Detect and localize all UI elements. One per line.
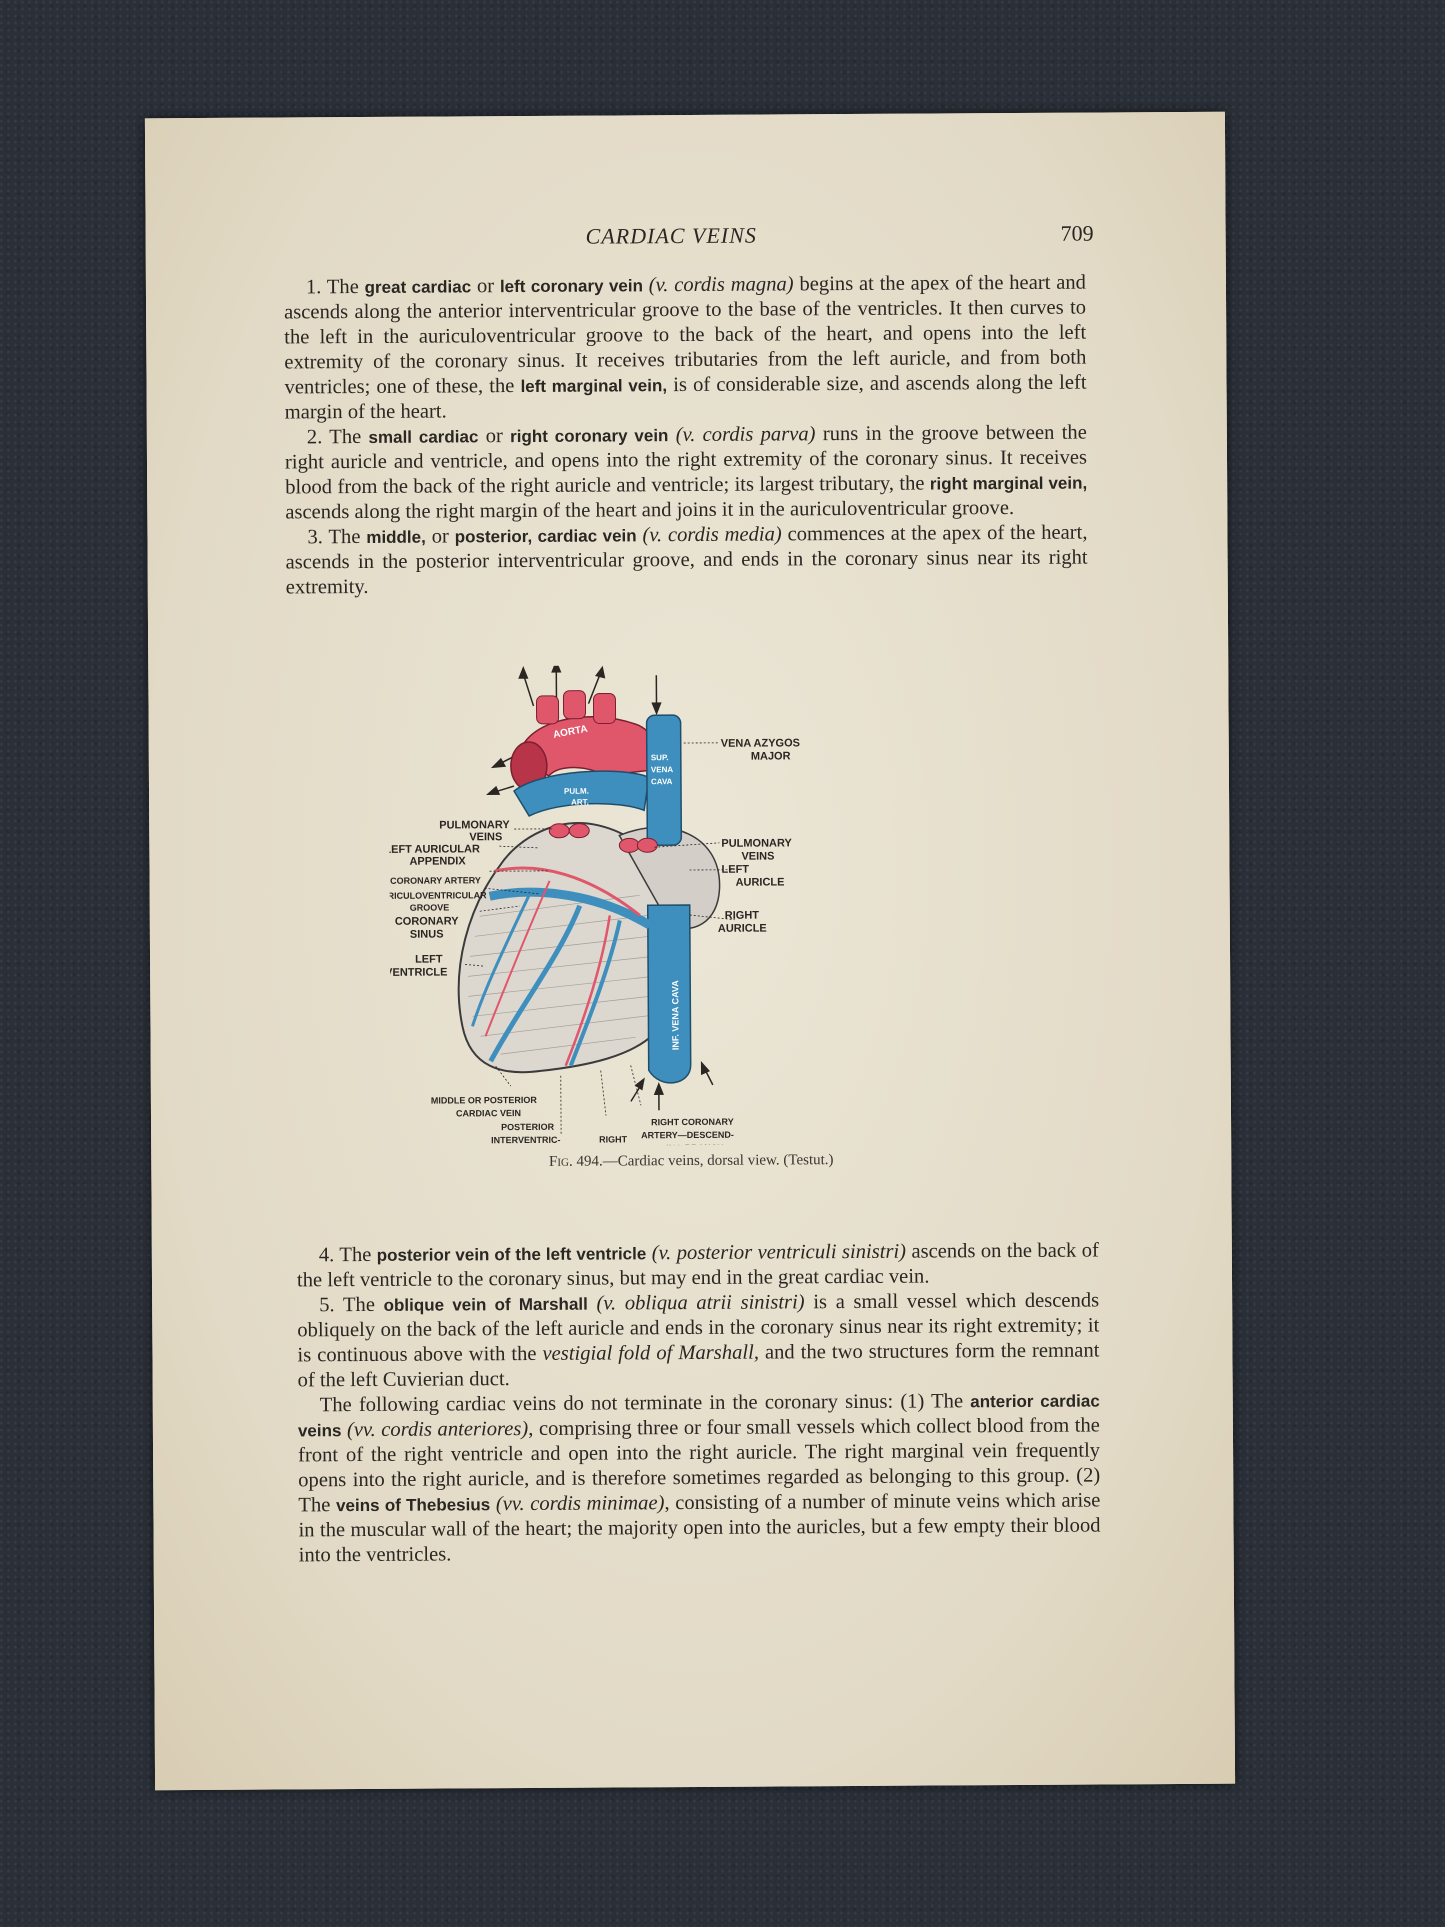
top-text-block	[284, 271, 1088, 601]
page-number: 709	[1060, 220, 1094, 246]
label-art: ART.	[571, 797, 589, 807]
book-page	[145, 112, 1235, 1791]
figure-caption-text: —Cardiac veins, dorsal view. (Testut.)	[602, 1152, 834, 1170]
label-post-groove-1: POSTERIOR	[501, 1121, 555, 1133]
label-right-coronary-artery: CORONARY ARTERY	[390, 875, 481, 886]
label-left-auricular-1: LEFT AURICULAR	[388, 843, 480, 856]
label-post-groove-2: INTERVENTRIC-	[491, 1134, 561, 1146]
label-pulmonary-veins-right-2: VEINS	[741, 850, 775, 863]
label-sup: SUP.	[650, 753, 669, 763]
label-left-auricle-2: AURICLE	[735, 876, 785, 889]
figure-number: Fig. 494.	[548, 1153, 603, 1170]
label-pulmonary-veins-left-1: PULMONARY	[439, 819, 510, 832]
paragraph-posterior-vein: 4. The posterior vein of the left ventricle (v. posterior ventriculi sinistri) ascends on the back of the left ventricle to the coronary sinus, but may end in the great cardiac vein.	[296, 1239, 1099, 1292]
label-coronary-sinus-1: CORONARY	[394, 915, 459, 928]
label-left-ventricle-1: LEFT	[415, 953, 443, 966]
paragraph-other-cardiac-veins: The following cardiac veins do not terminate in the coronary sinus: (1) The anterior cardiac veins (vv. cordis anteriores), comprising three or four small vessels which collect blood from the front of the right ventricle and open into the right auricle. The right marginal vein frequently opens into the right auricle, and is therefore sometimes regarded as belonging to this group. (2) The veins of Thebesius (vv. cordis minimae), consisting of a number of minute veins which arise in the muscular wall of the heart; the majority open into the auricles, but a few empty their blood into the ventricles.	[297, 1390, 1101, 1567]
heart-illustration	[388, 663, 991, 1147]
label-cava: CAVA	[650, 777, 673, 787]
label-pulmonary-veins-right-1: PULMONARY	[721, 837, 792, 850]
paragraph-small-cardiac-vein: 2. The small cardiac or right coronary vein (v. cordis parva) runs in the groove between the right auricle and ventricle, and opens into the right extremity of the coronary sinus. It receives blood from the back of the right auricle and ventricle; its largest tributary, the right marginal vein, ascends along the right margin of the heart and joins it in the auriculoventricular groove.	[284, 421, 1088, 524]
label-pulm: PULM.	[563, 786, 589, 796]
label-rca-desc-1: RIGHT CORONARY	[651, 1116, 734, 1128]
label-vena-azygos-2: MAJOR	[750, 750, 791, 763]
label-middle-vein-1: MIDDLE OR POSTERIOR	[430, 1094, 537, 1106]
label-left-auricle-1: LEFT	[721, 863, 750, 876]
label-rca-desc-3	[666, 1143, 724, 1147]
bottom-text-block	[297, 1239, 1101, 1569]
label-inf-vena-cava: INF. VENA CAVA	[670, 980, 681, 1051]
label-pulmonary-veins-left-2: VEINS	[469, 831, 503, 844]
label-middle-vein-2: CARDIAC VEIN	[455, 1108, 522, 1119]
label-av-groove-2: GROOVE	[409, 902, 450, 913]
label-right-auricle-1: RIGHT	[724, 909, 760, 922]
label-vena-azygos-1: VENA AZYGOS	[720, 737, 801, 750]
label-coronary-sinus-2: SINUS	[409, 928, 444, 941]
heart-illustration-figure	[388, 663, 991, 1170]
label-rca-desc-2: ARTERY—DESCEND-	[641, 1129, 734, 1141]
label-right-ventricle-1: RIGHT	[599, 1134, 628, 1145]
label-left-auricular-2: APPENDIX	[409, 855, 466, 868]
paragraph-oblique-vein: 5. The oblique vein of Marshall (v. obliqua atrii sinistri) is a small vessel which descends obliquely on the back of the left auricle and ends in the coronary sinus near its right extremity; it is continuous above with the vestigial fold of Marshall, and the two structures form the remnant of the left Cuvierian duct.	[297, 1289, 1100, 1392]
paragraph-middle-cardiac-vein: 3. The middle, or posterior, cardiac vein (v. cordis media) commences at the apex of the heart, ascends in the posterior interventricular groove, and ends in the coronary sinus near its right extremity.	[285, 521, 1088, 599]
label-left-ventricle-2: VENTRICLE	[388, 966, 448, 979]
figure-caption	[391, 1151, 991, 1172]
label-av-groove-1: AURICULOVENTRICULAR	[388, 890, 487, 901]
running-head	[146, 220, 1226, 257]
label-vena: VENA	[650, 765, 674, 775]
paragraph-great-cardiac-vein: 1. The great cardiac or left coronary vein (v. cordis magna) begins at the apex of the heart and ascends along the anterior interventricular groove to the base of the ventricles. It then curves to the left in the auriculoventricular groove to the back of the heart, and opens into the left extremity of the coronary sinus. It receives tributaries from the left auricle, and from both ventricles; one of these, the left marginal vein, is of considerable size, and ascends along the left margin of the heart.	[284, 271, 1087, 424]
label-right-auricle-2: AURICLE	[717, 922, 767, 935]
label-aorta: AORTA	[552, 723, 589, 741]
running-title: CARDIAC VEINS	[585, 222, 757, 249]
